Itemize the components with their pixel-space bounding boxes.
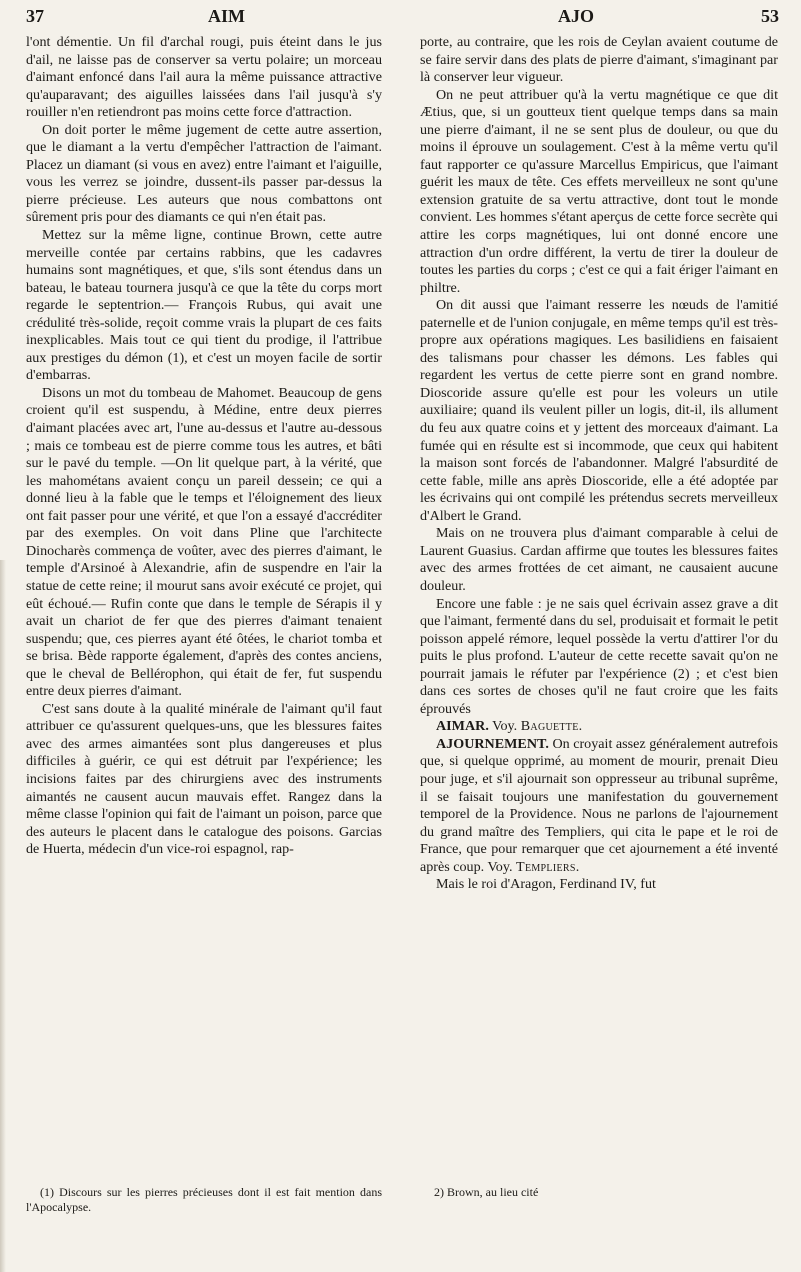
entry-end: . [578,718,583,735]
paragraph: Mais le roi d'Aragon, Ferdinand IV, fut [436,876,656,893]
footnote-left [26,1185,382,1215]
paragraph: On doit porter le même jugement de cette autre assertion, que le diamant a la vertu d'empêcher l'attraction de l'aimant. Placez un diamant (si vous en avez) entre l'aimant et l'aiguille, vous les verrez se joindre, dussent-ils passer par-dessus la pierre précieuse. Les auteurs que nous combattons ont sûrement pris pour des diamants ce qui n'en était pas. [26,121,382,226]
paragraph: Mettez sur la même ligne, continue Brown, cette autre merveille contée par certains rabbins, que les cadavres humains sont magnétiques, et que, s'ils sont étendus dans un bateau, le bateau tournera jusqu'à ce que la tête du corps mort regarde le septentrion.— François Rubus, qui avait une crédulité très-solide, reçoit comme vrais la plupart de ces faits inexplicables. Mais tout ce qui tient du prodige, il l'attribue aux prestiges du démon (1), et c'est un moyen facile de sortir d'embarras. [26,227,382,384]
page-gutter-shadow [0,560,6,1272]
footnote-text: (1) Discours sur les pierres précieuses dont il est fait mention dans l'Apocalypse. [26,1185,382,1214]
entry-term: AIMAR. [436,718,489,735]
cross-reference-link[interactable]: Baguette [520,718,579,735]
cross-reference-link[interactable]: Templiers [516,858,576,875]
left-column [26,34,382,859]
paragraph: l'ont démentie. Un fil d'archal rougi, puis éteint dans le jus d'ail, ne laisse pas de conserver sa vertu polaire; un morceau d'aimant enfoncé dans l'ail aura la même puissance attractive qu'auparavant; des aiguilles laissées dans l'ail jusqu'à s'y rouiller n'en retiendront pas moins cette force d'attraction. [26,34,382,121]
entry-ajournement [420,736,778,876]
paragraph: On ne peut attribuer qu'à la vertu magnétique ce que dit Ætius, que, si un goutteux tient quelque temps dans sa main une pierre d'aimant, il ne se sent plus de douleur, ou que du moins il éprouve un soulagement. C'est à la même vertu qu'il faut rapporter ce qu'assure Marcellus Empiricus, que l'aimant guérit les maux de tête. Ces effets merveilleux ne sont qu'une extension gratuite de sa vertu attractive, dont tout le monde convient. Les hommes s'étant aperçus de cette force secrète qui attire les corps magnétiques, lui ont donné encore une attraction d'un ordre différent, la vertu de tirer la douleur de toutes les parties du corps ; c'est ce qui a fait ériger l'aimant en philtre. [420,86,778,296]
running-head-right: AJO [558,6,594,26]
running-header [26,6,779,34]
right-column [420,34,778,894]
footnote-right [420,1185,778,1200]
paragraph: On dit aussi que l'aimant resserre les nœuds de l'amitié paternelle et de l'union conjugale, en même temps qu'il est très-propre aux opérations magiques. Les basilidiens en faisaient des talismans pour chasser les démons. Les fables qui regardent les vertus de cette pierre sont en grand nombre. Dioscoride assure qu'elle est pour les voleurs un utile auxiliaire; quand ils veulent piller un logis, dit-il, ils allument du feu aux quatre coins et y jettent des morceaux d'aimant. La fumée qui en résulte est si incommode, que ceux qui habitent la maison sont forcés de l'abandonner. Malgré l'absurdité de cette fable, mille ans après Dioscoride, elle a été adoptée par les écrivains qui ont compilé les prétendus secrets merveilleux d'Albert le Grand. [420,297,778,524]
paragraph: porte, au contraire, que les rois de Ceylan avaient coutume de se faire servir dans des plats de pierre d'aimant, s'imaginant par là conserver leur vigueur. [420,34,778,86]
entry-term: AJOURNEMENT. [436,735,549,752]
entry-text: On croyait assez généralement autrefois que, si quelque opprimé, au moment de mourir, prenait Dieu pour juge, et s'il ajournait son oppresseur au tribunal suprême, il se faisait toujours une manifestation du gouvernement temporel de la Providence. Nous ne parlons de l'ajournement du grand maître des Templiers, qui cita le pape et le roi de France, que pour remarquer que cet ajournement a été inventé après coup. Voy. [420,735,778,875]
page-number-right: 53 [761,6,779,26]
footnote-text: 2) Brown, au lieu cité [434,1185,539,1199]
page-number-left: 37 [26,6,44,26]
entry-text: Voy. [488,718,521,735]
paragraph: Mais on ne trouvera plus d'aimant comparable à celui de Laurent Guasius. Cardan affirme que toutes les blessures faites avec des armes frottées de cet aimant, ne causaient aucune douleur. [420,525,778,594]
entry-end: . [575,858,580,875]
paragraph: Disons un mot du tombeau de Mahomet. Beaucoup de gens croient qu'il est suspendu, à Médine, entre deux pierres d'aimant placées avec art, l'une au-dessus et l'autre au-dessous ; mais ce tombeau est de pierre comme tous les autres, et bâti sur le pavé du temple. —On lit quelque part, à la vérité, que les mahométans avaient conçu un pareil dessein; ce qui a donné lieu à la fable que le temps et l'éloignement des lieux ont fait passer pour une vérité, et que l'on a essayé d'accréditer par des exemples. On voit dans Pline que l'architecte Dinocharès commença de voûter, avec des pierres d'aimant, le temple d'Arsinoé à Alexandrie, afin de suspendre en l'air la statue de cette reine; il mourut sans avoir exécuté ce projet, qui eût échoué.— Rufin conte que dans le temple de Sérapis il y avait un chariot de fer que des pierres d'aimant tenaient suspendu; que, ces pierres ayant été ôtées, le chariot tomba et se brisa. Bède rapporte également, d'après des contes anciens, que le cheval de Bellérophon, qui était de fer, fut suspendu entre deux pierres d'aimant. [26,384,382,700]
entry-aimar [420,718,778,736]
paragraph: C'est sans doute à la qualité minérale de l'aimant qu'il faut attribuer ce qu'assurent quelques-uns, que les blessures faites avec des armes aimantées sont plus dangereuses et plus difficiles à guérir, ce qui est détruit par l'expérience; les incisions faites par des chirurgiens avec des instruments aimantés ne causent aucun mauvais effet. Rangez dans la même classe l'opinion qui fait de l'aimant un poison, parce que des auteurs le placent dans le catalogue des poisons. Garcias de Huerta, médecin d'un vice-roi espagnol, rap- [26,700,382,858]
paragraph: Encore une fable : je ne sais quel écrivain assez grave a dit que l'aimant, fermenté dans du sel, produisait et formait le petit poisson appelé rémore, lequel possède la vertu d'attirer l'or du puits le plus profond. L'auteur de cette recette savait qu'on ne pourrait jamais le réfuter par l'expérience (2) ; et c'est bien dans ces sortes de choses qu'il ne faut croire que les faits éprouvés [420,595,778,717]
running-head-left: AIM [208,6,245,26]
